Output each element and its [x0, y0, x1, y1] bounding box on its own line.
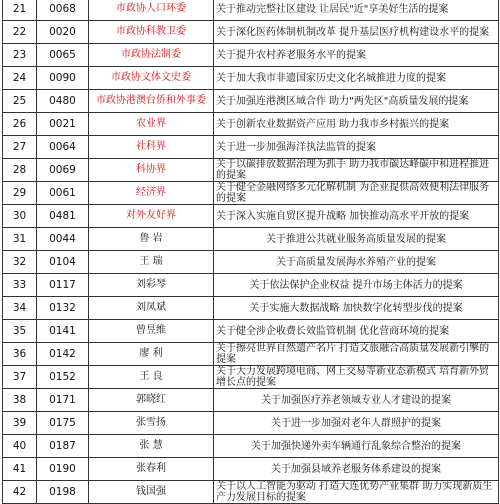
proposal-title: 关于高质量发展海水养殖产业的提案: [214, 251, 499, 274]
submitter-name: 市政协人口环委: [89, 0, 214, 21]
row-number: 29: [3, 182, 37, 205]
row-number: 37: [3, 366, 37, 389]
submitter-name: 廖 利: [89, 343, 214, 366]
row-number: 26: [3, 113, 37, 136]
proposal-code: 0198: [37, 481, 89, 504]
table-row: [3, 481, 499, 504]
submitter-name: 张春利: [89, 458, 214, 481]
proposal-title: 关于进一步加强海洋执法监管的提案: [214, 136, 499, 159]
row-number: 34: [3, 297, 37, 320]
proposal-code: 0481: [37, 205, 89, 228]
table-row: [3, 366, 499, 389]
proposal-title: 关于提升农村养老服务水平的提案: [214, 44, 499, 67]
proposal-code: 0190: [37, 458, 89, 481]
submitter-name: 钱国强: [89, 481, 214, 504]
row-number: 27: [3, 136, 37, 159]
proposal-code: 0044: [37, 228, 89, 251]
table-row: [3, 228, 499, 251]
proposal-title: 关于加强快递外卖车辆通行乱象综合整治的提案: [214, 435, 499, 458]
proposal-title: 关于深化医药体制机制改革 提升基层医疗机构建设水平的提案: [214, 21, 499, 44]
row-number: 31: [3, 228, 37, 251]
row-number: 24: [3, 67, 37, 90]
table-row: [3, 435, 499, 458]
proposal-title: 关于创新农业数据资产应用 助力我市乡村振兴的提案: [214, 113, 499, 136]
submitter-name: 市政协港澳台侨和外事委: [89, 90, 214, 113]
proposal-title: 关于健全涉企收费长效监管机制 优化营商环境的提案: [214, 320, 499, 343]
proposal-code: 0171: [37, 389, 89, 412]
proposal-code: 0175: [37, 412, 89, 435]
submitter-name: 张雪扬: [89, 412, 214, 435]
proposal-code: 0480: [37, 90, 89, 113]
row-number: 33: [3, 274, 37, 297]
proposal-code: 0020: [37, 21, 89, 44]
proposal-title: 关于大力发展跨境电商、网上交易等新业态新模式 培育新外贸增长点的提案: [214, 366, 499, 389]
proposal-code: 0068: [37, 0, 89, 21]
proposal-title: 关于以人工智能为驱动 打造大连优势产业集群 助力实现新质生产力发展目标的提案: [214, 481, 499, 504]
proposal-title: 关于以碳排放数据治理为抓手 助力我市碳达峰碳中和进程推进的提案: [214, 159, 499, 182]
table-row: [3, 297, 499, 320]
submitter-name: 农业界: [89, 113, 214, 136]
proposal-code: 0069: [37, 159, 89, 182]
table-row: [3, 21, 499, 44]
proposal-code: 0141: [37, 320, 89, 343]
proposal-title: 关于实施大数据战略 加快数字化转型步伐的提案: [214, 297, 499, 320]
proposal-title: 关于加强医疗养老领域专业人才建设的提案: [214, 389, 499, 412]
submitter-name: 鲁 岩: [89, 228, 214, 251]
table-row: [3, 67, 499, 90]
proposal-code: 0065: [37, 44, 89, 67]
table-row: [3, 412, 499, 435]
submitter-name: 张 慧: [89, 435, 214, 458]
submitter-name: 郭晓红: [89, 389, 214, 412]
row-number: 35: [3, 320, 37, 343]
proposal-title: 关于加强连港澳区域合作 助力"两先区"高质量发展的提案: [214, 90, 499, 113]
proposal-title: 关于加大我市非遗国家历史文化名城推进力度的提案: [214, 67, 499, 90]
row-number: 21: [3, 0, 37, 21]
proposal-code: 0187: [37, 435, 89, 458]
row-number: 41: [3, 458, 37, 481]
submitter-name: 科协界: [89, 159, 214, 182]
proposal-code: 0104: [37, 251, 89, 274]
row-number: 28: [3, 159, 37, 182]
row-number: 23: [3, 44, 37, 67]
row-number: 38: [3, 389, 37, 412]
row-number: 22: [3, 21, 37, 44]
row-number: 40: [3, 435, 37, 458]
table-row: [3, 90, 499, 113]
table-row: [3, 182, 499, 205]
submitter-name: 王 瑞: [89, 251, 214, 274]
row-number: 42: [3, 481, 37, 504]
proposal-code: 0021: [37, 113, 89, 136]
proposal-table: [2, 0, 499, 504]
submitter-name: 市政协文体文史委: [89, 67, 214, 90]
submitter-name: 市政协法制委: [89, 44, 214, 67]
proposal-title: 关于健全金融网络多元化解机制 为企业提供高效便利法律服务的提案: [214, 182, 499, 205]
submitter-name: 对外友好界: [89, 205, 214, 228]
table-row: [3, 136, 499, 159]
table-row: [3, 0, 499, 21]
table-row: [3, 458, 499, 481]
proposal-code: 0142: [37, 343, 89, 366]
proposal-code: 0132: [37, 297, 89, 320]
row-number: 25: [3, 90, 37, 113]
table-row: [3, 343, 499, 366]
proposal-title: 关于进一步加强对老年人群照护的提案: [214, 412, 499, 435]
row-number: 30: [3, 205, 37, 228]
proposal-code: 0117: [37, 274, 89, 297]
proposal-title: 关于推进公共就业服务高质量发展的提案: [214, 228, 499, 251]
table-row: [3, 159, 499, 182]
table-row: [3, 274, 499, 297]
table-row: [3, 113, 499, 136]
proposal-title: 关于依法保护企业权益 提升市场主体活力的提案: [214, 274, 499, 297]
row-number: 32: [3, 251, 37, 274]
submitter-name: 曾昱维: [89, 320, 214, 343]
proposal-code: 0152: [37, 366, 89, 389]
proposal-code: 0064: [37, 136, 89, 159]
proposal-title: 关于加强县域养老服务体系建设的提案: [214, 458, 499, 481]
submitter-name: 王 良: [89, 366, 214, 389]
table-row: [3, 389, 499, 412]
submitter-name: 刘彩琴: [89, 274, 214, 297]
proposal-code: 0061: [37, 182, 89, 205]
table-row: [3, 251, 499, 274]
submitter-name: 市政协科教卫委: [89, 21, 214, 44]
table-row: [3, 205, 499, 228]
table-row: [3, 320, 499, 343]
submitter-name: 经济界: [89, 182, 214, 205]
proposal-title: 关于擦亮世界自然遗产名片 打造文旅融合高质量发展新引擎的提案: [214, 343, 499, 366]
proposal-title: 关于深入实施自贸区提升战略 加快推动高水平开放的提案: [214, 205, 499, 228]
row-number: 39: [3, 412, 37, 435]
row-number: 36: [3, 343, 37, 366]
proposal-title: 关于推动完整社区建设 让居民"近"享美好生活的提案: [214, 0, 499, 21]
submitter-name: 社科界: [89, 136, 214, 159]
submitter-name: 刘凤斌: [89, 297, 214, 320]
proposal-code: 0090: [37, 67, 89, 90]
table-row: [3, 44, 499, 67]
